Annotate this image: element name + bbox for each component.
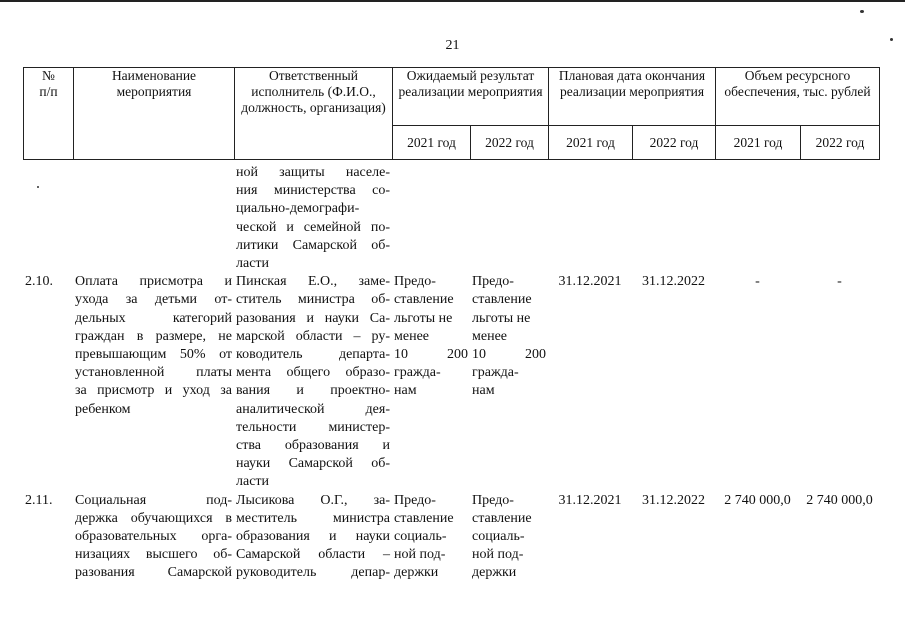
- row-date-2021: 31.12.2021: [558, 274, 622, 290]
- header-volume-2022: 2022 год: [801, 126, 880, 160]
- header-volume: Объем ресурсного обеспечения, тыс. рублей: [716, 68, 880, 126]
- row-volume-2021: -: [755, 274, 760, 290]
- row-date-2021: 31.12.2021: [558, 492, 622, 508]
- table-header: [23, 67, 880, 160]
- header-planned-date: Плановая дата окончания реализации мероприятия: [549, 68, 716, 126]
- table-body: [23, 164, 879, 592]
- row-responsible: Пинская Е.О., заме- ститель министра об- разования и науки Са- марской области – ру- ководитель департа- мента общего образо- вания и проектно- аналитической дея- тельности министер- ства образования и науки Самарской об- ласти: [236, 274, 390, 490]
- scan-top-edge: [0, 0, 905, 2]
- table-row: [23, 492, 879, 592]
- row-result-2021: Предо- ставление социаль- ной под- держки: [394, 492, 454, 581]
- header-volume-2021: 2021 год: [716, 126, 801, 160]
- page-number: 21: [445, 38, 460, 53]
- row-responsible: Лысикова О.Г., за- меститель министра образования и науки Самарской области – руководитель депар-: [236, 492, 390, 581]
- header-result-2022: 2022 год: [471, 126, 549, 160]
- row-date-2022: 31.12.2022: [642, 274, 705, 290]
- row-volume-2022: -: [837, 274, 842, 290]
- table-row: [23, 273, 879, 491]
- scan-speck: [860, 10, 864, 13]
- row-number: 2.10.: [25, 274, 53, 290]
- row-date-2022: 31.12.2022: [642, 492, 705, 508]
- header-date-2021: 2021 год: [549, 126, 633, 160]
- table-row: [23, 164, 879, 273]
- row-result-2022: Предо- ставление социаль- ной под- держки: [472, 492, 532, 581]
- row-volume-2022: 2 740 000,0: [806, 492, 873, 508]
- header-num: № п/п: [24, 68, 74, 160]
- row-cont-responsible: ной защиты населе- ния министерства со- циально-демографи- ческой и семейной по- литики Самарской об- ласти: [236, 165, 390, 272]
- header-responsible: Ответственный исполнитель (Ф.И.О., должность, организация): [235, 68, 393, 160]
- row-number: 2.11.: [25, 492, 53, 508]
- row-volume-2021: 2 740 000,0: [724, 492, 791, 508]
- header-name: Наименование мероприятия: [74, 68, 235, 160]
- header-date-2022: 2022 год: [633, 126, 716, 160]
- header-expected-result: Ожидаемый результат реализации мероприятия: [393, 68, 549, 126]
- row-name: Оплата присмотра и ухода за детьми от- дельных категорий граждан в размере, не превышающим 50% от установленной платы за присмотр и уход за ребенком: [75, 274, 232, 417]
- header-result-2021: 2021 год: [393, 126, 471, 160]
- row-result-2021: Предо- ставление льготы не менее 10 200 гражда- нам: [394, 274, 468, 399]
- row-name: Социальная под- держка обучающихся в образовательных орга- низациях высшего об- разования Самарской: [75, 492, 232, 581]
- row-result-2022: Предо- ставление льготы не менее 10 200 гражда- нам: [472, 274, 546, 399]
